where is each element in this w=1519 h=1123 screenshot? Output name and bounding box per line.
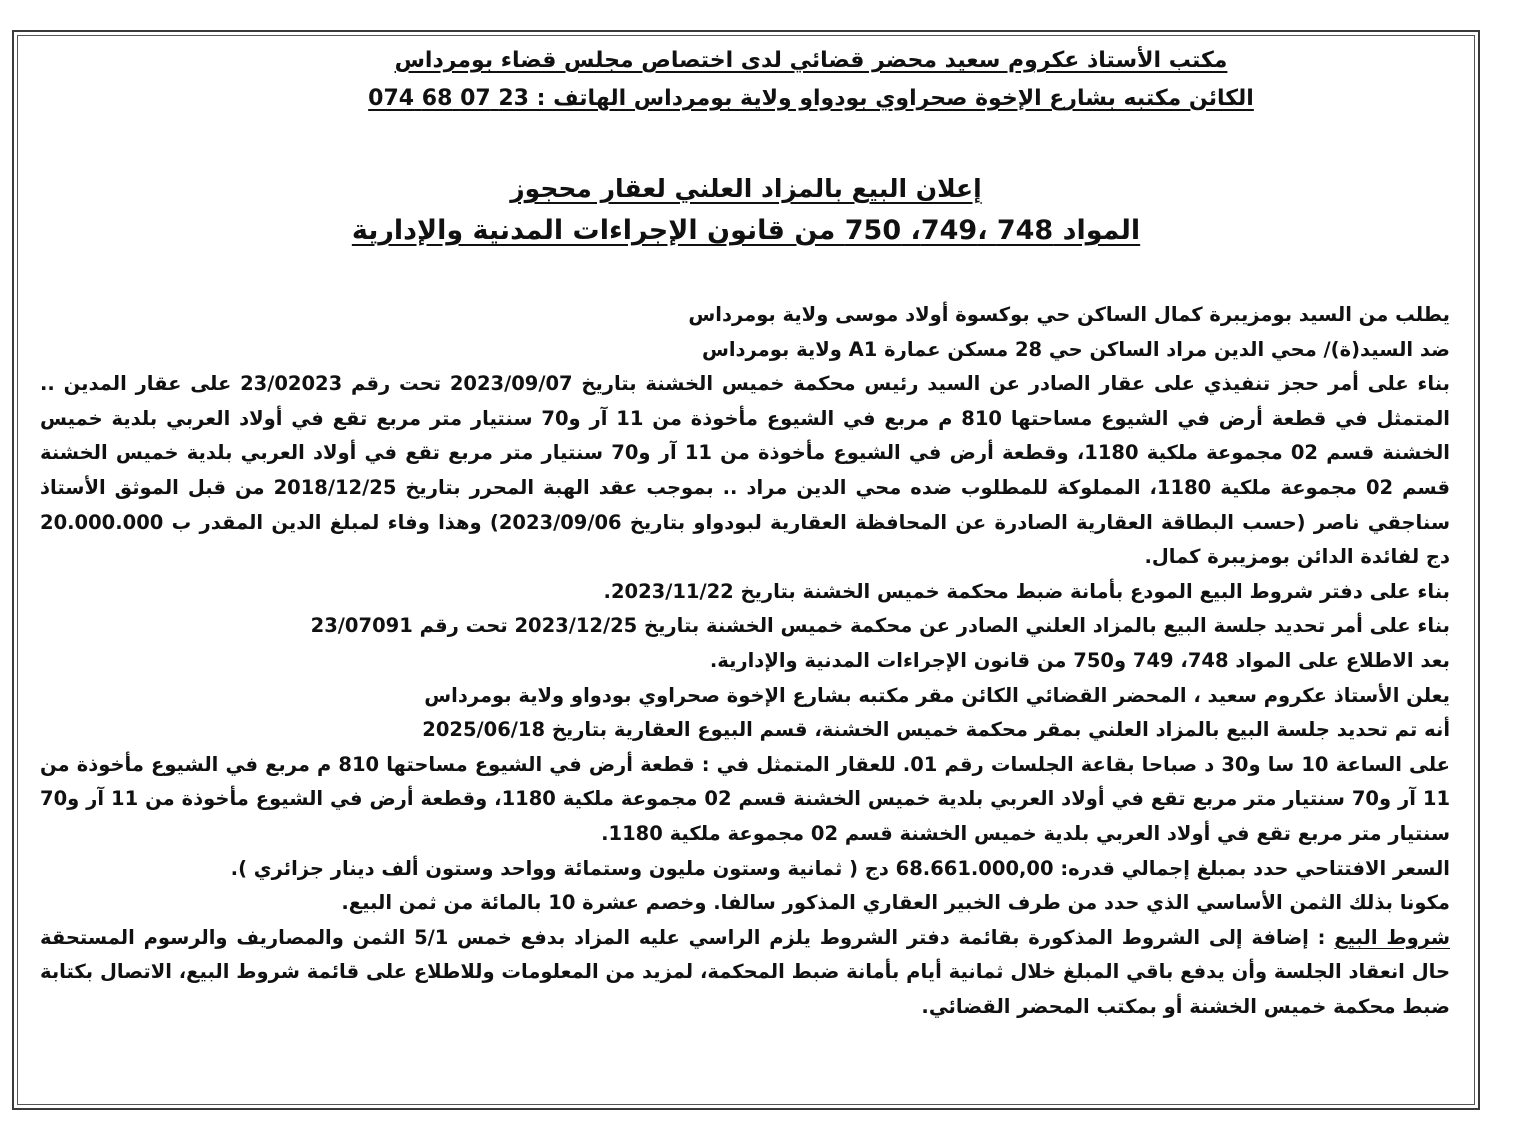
paragraph-base-price: مكونا بذلك الثمن الأساسي الذي حدد من طرف الخبير العقاري المذكور سالفا. وخصم عشرة 10 بالمائة من ثمن البيع. bbox=[341, 891, 1450, 915]
sale-conditions-label: شروط البيع bbox=[1334, 925, 1450, 949]
notice-body bbox=[40, 298, 1450, 1024]
address-header bbox=[40, 86, 1452, 112]
paragraph-conditions-book: بناء على دفتر شروط البيع المودع بأمانة ضبط محكمة خميس الخشنة بتاريخ 2023/11/22. bbox=[603, 579, 1450, 603]
articles-title-text: المواد 748 ،749، 750 من قانون الإجراءات المدنية والإدارية bbox=[351, 215, 1141, 246]
auction-notice bbox=[40, 40, 1452, 1100]
paragraph-seizure-order: بناء على أمر حجز تنفيذي على عقار الصادر عن السيد رئيس محكمة خميس الخشنة بتاريخ 2023/09/07 تحت رقم 23/02023 على عقار المدين .. المتمثل في قطعة أرض في الشيوع مساحتها 810 م مربع في الشيوع مأخوذة من 11 آر و70 سنتيار متر مربع تقع في أولاد العربي بلدية خميس الخشنة قسم 02 مجموعة ملكية 1180، وقطعة أرض في الشيوع مأخوذة من 11 آر و70 سنتيار متر مربع تقع في أولاد العربي بلدية خميس الخشنة قسم 02 مجموعة ملكية 1180، المملوكة للمطلوب ضده محي الدين مراد .. بموجب عقد الهبة المحرر بتاريخ 2018/12/25 من قبل الموثق الأستاذ سناجقي ناصر (حسب البطاقة العقارية الصادرة عن المحافظة العقارية لبودواو بتاريخ 2023/09/06) وهذا وفاء لمبلغ الدين المقدر ب 20.000.000 دج لفائدة الدائن بومزيبرة كمال. bbox=[40, 372, 1450, 569]
paragraph-bailiff: يعلن الأستاذ عكروم سعيد ، المحضر القضائي الكائن مقر مكتبه بشارع الإخوة صحراوي بودواو ولاية بومرداس bbox=[424, 683, 1450, 707]
sale-conditions-text: : إضافة إلى الشروط المذكورة بقائمة دفتر الشروط يلزم الراسي عليه المزاد بدفع خمس 5/1 الثمن والمصاريف والرسوم المستحقة حال انعقاد الجلسة وأن يدفع باقي المبلغ خلال ثمانية أيام بأمانة ضبط المحكمة، لمزيد من المعلومات وللاطلاع على قائمة شروط البيع، الاتصال بكتابة ضبط محكمة خميس الخشنة أو بمكتب المحضر القضائي. bbox=[40, 925, 1450, 1018]
paragraph-session-date: أنه تم تحديد جلسة البيع بالمزاد العلني بمقر محكمة خميس الخشنة، قسم البيوع العقارية بتاريخ 2025/06/18 bbox=[422, 718, 1450, 742]
address-line: الكائن مكتبه بشارع الإخوة صحراوي بودواو ولاية بومرداس الهاتف : 23 07 68 074 bbox=[368, 86, 1254, 111]
paragraph-sale-conditions bbox=[40, 921, 1450, 1025]
office-header bbox=[40, 48, 1452, 74]
paragraph-opening-price: السعر الافتتاحي حدد بمبلغ إجمالي قدره: 68.661.000,00 دج ( ثمانية وستون مليون وستمائة وواحد وستون ألف دينار جزائري ). bbox=[230, 856, 1450, 880]
articles-title bbox=[40, 216, 1452, 246]
paragraph-defendant: ضد السيد(ة)/ محي الدين مراد الساكن حي 28 مسكن عمارة A1 ولاية بومرداس bbox=[701, 337, 1450, 361]
paragraph-session-order: بناء على أمر تحديد جلسة البيع بالمزاد العلني الصادر عن محكمة خميس الخشنة بتاريخ 2023/12/25 تحت رقم 23/07091 bbox=[310, 614, 1450, 638]
paragraph-requester: يطلب من السيد بومزيبرة كمال الساكن حي بوكسوة أولاد موسى ولاية بومرداس bbox=[688, 303, 1450, 326]
notice-title bbox=[40, 174, 1452, 204]
notice-title-text: إعلان البيع بالمزاد العلني لعقار محجوز bbox=[510, 174, 982, 203]
paragraph-property: على الساعة 10 سا و30 د صباحا بقاعة الجلسات رقم 01. للعقار المتمثل في : قطعة أرض في الشيوع مساحتها 810 م مربع في الشيوع مأخوذة من 11 آر و70 سنتيار متر مربع تقع في أولاد العربي بلدية خميس الخشنة قسم 02 مجموعة ملكية 1180، وقطعة أرض في الشيوع مأخوذة من 11 آر و70 سنتيار متر مربع تقع في أولاد العربي بلدية خميس الخشنة قسم 02 مجموعة ملكية 1180. bbox=[40, 752, 1451, 845]
paragraph-legal-articles: بعد الاطلاع على المواد 748، 749 و750 من قانون الإجراءات المدنية والإدارية. bbox=[709, 648, 1450, 672]
office-line: مكتب الأستاذ عكروم سعيد محضر قضائي لدى اختصاص مجلس قضاء بومرداس bbox=[394, 48, 1228, 73]
